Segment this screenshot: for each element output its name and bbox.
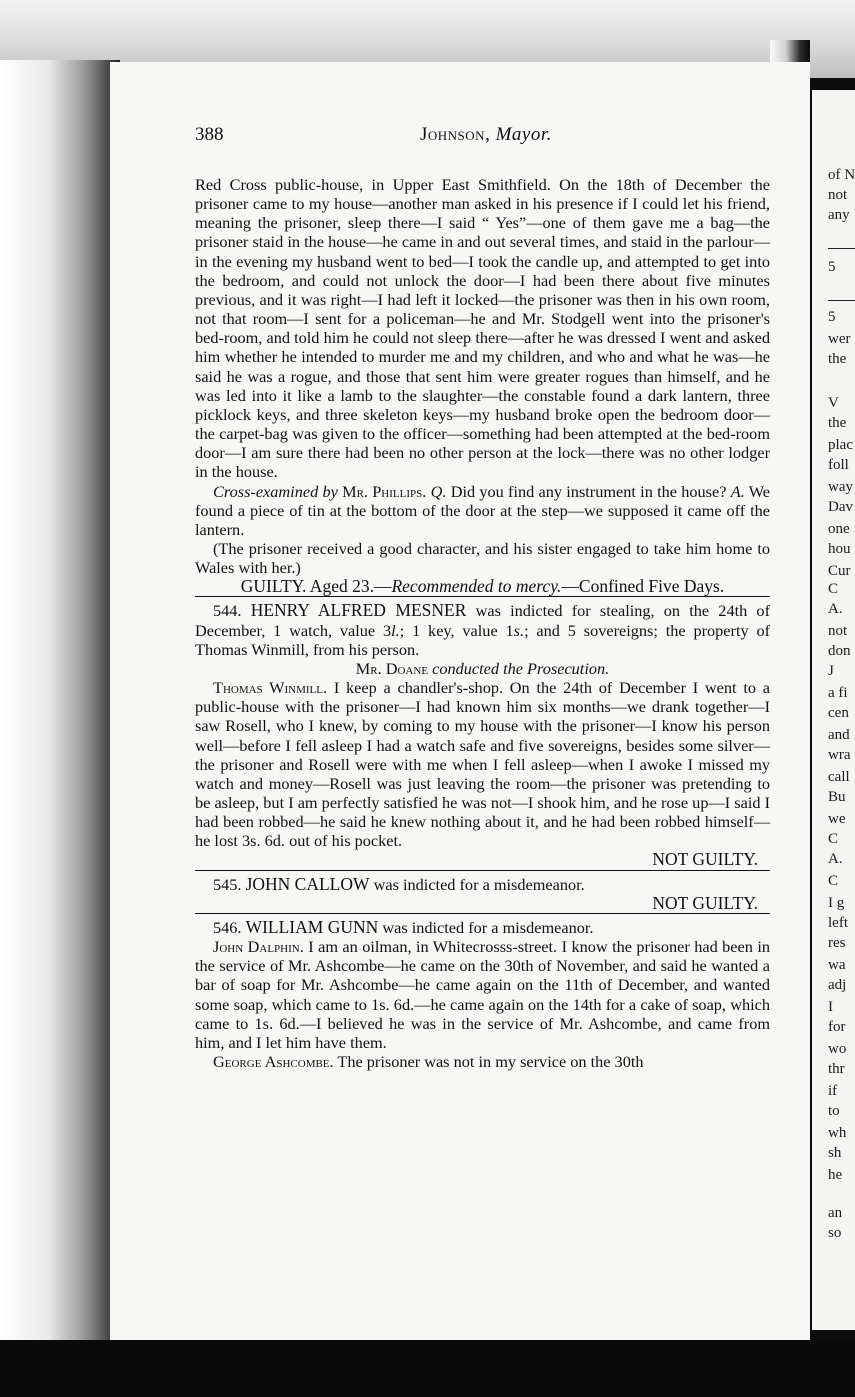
running-head-name: Johnson, <box>420 124 491 145</box>
defendant-name: JOHN CALLOW <box>245 873 370 894</box>
right-fragment: thr <box>828 1061 845 1077</box>
running-head <box>420 124 552 146</box>
right-fragment: J <box>828 663 834 679</box>
right-fragment: and <box>828 727 850 743</box>
case-545 <box>195 875 770 894</box>
right-fragment: hou <box>828 541 851 557</box>
right-fragment: wh <box>828 1125 847 1141</box>
right-fragment: plac <box>828 437 853 453</box>
right-fragment: wra <box>828 747 851 763</box>
right-fragment: left <box>828 915 848 931</box>
verdict-guilty <box>195 577 770 597</box>
page-header <box>195 124 765 148</box>
indictment-text: ; 1 key, value 1 <box>399 620 514 640</box>
defendant-name: HENRY ALFRED MESNER <box>250 600 467 621</box>
case-546 <box>195 918 770 937</box>
indictment-text: was indicted for stealing, on the 24th of December, 1 watch, value 3 <box>195 601 770 640</box>
right-fragment: C <box>828 831 839 847</box>
right-fragment: to <box>828 1103 840 1119</box>
scan-bottom-edge <box>0 1340 855 1397</box>
verdict-not-guilty: NOT GUILTY. <box>195 894 770 914</box>
right-fragment: res <box>828 935 846 951</box>
question-text: Did you find any instrument in the house? <box>450 481 727 501</box>
running-head-title: Mayor. <box>495 124 552 145</box>
right-fragment: C <box>828 873 839 889</box>
verdict-sentence: —Confined Five Days. <box>561 576 725 597</box>
defendant-name: WILLIAM GUNN <box>245 916 379 937</box>
witness-text: I am an oilman, in Whitecrosss-street. I know the prisoner had been in the service of Mr. Ashcombe—he came on the 30th of November, and said he wanted a bar of soap for Mr. Ashcombe—he came again on the 11th of December, and wanted some soap, which came to 1s. 6d.—he came again on the 14th for a cake of soap, which came to 1s. 6d.—I believed he was in the service of Mr. Ashcombe, and came from him, and I let him have them. <box>195 937 770 1052</box>
currency-pounds: l. <box>391 620 400 640</box>
right-fragment: wer <box>828 331 851 347</box>
witness-name: George Ashcombe. <box>213 1052 334 1072</box>
dalphin-testimony <box>195 937 770 1052</box>
right-fragment: 5 <box>828 259 836 275</box>
right-fragment: wo <box>828 1041 847 1057</box>
right-fragment: Cur <box>828 563 851 579</box>
right-fragment: wa <box>828 957 846 973</box>
right-fragment: adj <box>828 977 847 993</box>
prosecution-line <box>195 659 770 678</box>
right-fragment: Bu <box>828 789 846 805</box>
right-fragment: not <box>828 623 848 639</box>
left-page-edge <box>0 60 120 1345</box>
character-note: (The prisoner received a good character, and his sister engaged to take him home to Wales with her.) <box>195 538 770 578</box>
right-fragment: A. <box>828 851 843 867</box>
page-number: 388 <box>195 124 224 145</box>
indictment-text: was indicted for a misdemeanor. <box>382 917 594 937</box>
witness-name: John Dalphin. <box>213 937 304 957</box>
right-fragment: not <box>828 187 848 203</box>
case-number: 545. <box>213 874 242 894</box>
right-fragment: so <box>828 1225 842 1241</box>
right-fragment: cen <box>828 705 849 721</box>
verdict-not-guilty: NOT GUILTY. <box>195 850 770 870</box>
question-marker: Q. <box>430 481 447 501</box>
right-fragment: I <box>828 999 833 1015</box>
witness-text: The prisoner was not in my service on the 30th <box>337 1052 644 1072</box>
currency-shillings: s. <box>513 620 525 640</box>
indictment-text: was indicted for a misdemeanor. <box>373 874 585 894</box>
verdict-recommendation: Recommended to mercy. <box>391 576 562 597</box>
right-fragment: sh <box>828 1145 842 1161</box>
right-fragment: don <box>828 643 851 659</box>
right-fragment: call <box>828 769 850 785</box>
right-fragment: V <box>828 395 839 411</box>
right-rule <box>828 248 855 249</box>
answer-marker: A. <box>730 481 745 501</box>
right-fragment: for <box>828 1019 846 1035</box>
prosecution-text: conducted the Prosecution. <box>432 658 610 678</box>
case-544 <box>195 601 770 658</box>
indictment-text: ; and 5 sovereigns; the property of Thomas Winmill, from his person. <box>195 620 771 659</box>
right-fragment: he <box>828 1167 843 1183</box>
testimony-paragraph: Red Cross public-house, in Upper East Smithfield. On the 18th of December the prisoner came to my house—another man asked in his presence if I could let his friend, meaning the prisoner, sleep there—I said “ Yes”—one of them gave me a bag—the prisoner staid in the house—he came in and out several times, and staid in the parlour—in the evening my husband went to bed—I took the candle up, and attempted to get into the bedroom, and could not unlock the door—I had been there about five minutes previous, and it was right—I had left it locked—the prisoner was then in his own room, not that room—I sent for a policeman—he and Mr. Stodgell went into the prisoner's bed-room, and told him he could not sleep there—after he was dressed I went and asked him whether he intended to murder me and my children, and who and what he was—he said he was a rogue, and those that sent him were greater rogues than himself, and he was led into it like a lamb to the slaughter—the constable found a dark lantern, three picklock keys, and three skeleton keys—my husband broke open the bedroom door—the carpet-bag was given to the officer—something had been attempted at the bed-room door—I am sure there had been no other person at the lock—there was no other lodger in the house. <box>195 175 770 482</box>
right-fragment: way <box>828 479 853 495</box>
right-rule <box>828 300 855 301</box>
witness-name: Thomas Winmill. <box>213 678 328 698</box>
cross-examination <box>195 482 770 539</box>
right-fragment: I g <box>828 895 845 911</box>
page-body <box>195 175 770 1071</box>
prosecutor-name: Mr. Doane <box>355 658 429 678</box>
case-number: 546. <box>213 917 242 937</box>
right-fragment: any <box>828 207 850 223</box>
witness-text: I keep a chandler's-shop. On the 24th of December I went to a public-house with the prisoner—I had known him six months—we drank together—I saw Rosell, who I knew, by coming to my house with the prisoner—I know his person well—before I fell asleep I had a watch safe and five sovereigns, besides some silver—the prisoner and Rosell were with me when I fell asleep—when I awoke I missed my watch and money—Rosell was just leaving the room—the prisoner was pretending to be asleep, but I am perfectly satisfied he was not—I shook him, and he rose up—I said I had been robbed—he said he knew nothing about it, and he had been robbed himself—he lost 3s. 6d. out of his pocket. <box>195 678 770 851</box>
right-fragment: foll <box>828 457 849 473</box>
right-fragment: C <box>828 581 839 597</box>
cross-examined-label: Cross-examined by <box>213 481 338 501</box>
right-fragment: 5 <box>828 309 836 325</box>
right-fragment: if <box>828 1083 838 1099</box>
right-fragment: A. <box>828 601 843 617</box>
right-fragment: a fi <box>828 685 848 701</box>
case-number: 544. <box>213 601 242 621</box>
right-fragment: Dav <box>828 499 853 515</box>
ashcombe-testimony <box>195 1052 770 1071</box>
right-fragment: of N <box>828 167 855 183</box>
counsel-name: Mr. Phillips. <box>342 481 427 501</box>
right-fragment: an <box>828 1205 843 1221</box>
right-fragment: one <box>828 521 850 537</box>
answer-text: We found a piece of tin at the bottom of the door at the step—we supposed it came off the lantern. <box>195 481 771 539</box>
page-right-fragment <box>812 90 855 1330</box>
winmill-testimony <box>195 678 770 850</box>
verdict-text: GUILTY. Aged 23.— <box>240 576 392 597</box>
right-fragment: the <box>828 351 847 367</box>
right-fragment: we <box>828 811 846 827</box>
right-fragment: the <box>828 415 847 431</box>
